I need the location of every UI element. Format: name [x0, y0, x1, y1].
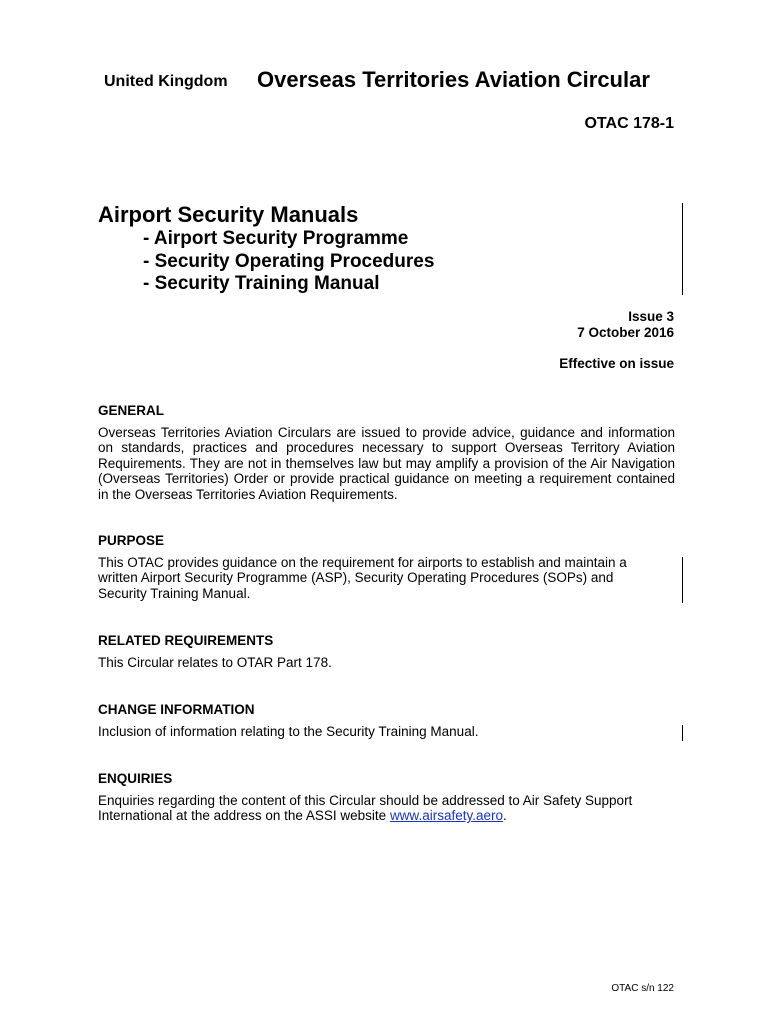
section-heading: PURPOSE: [98, 533, 165, 548]
document-subtitle-list: [143, 228, 434, 296]
section-body: This Circular relates to OTAR Part 178.: [98, 655, 332, 670]
body-text: Enquiries regarding the content of this Circular should be addressed to Air Safety Support International at the address on the ASSI website: [98, 793, 633, 824]
header-country: United Kingdom: [104, 73, 228, 90]
otac-reference: OTAC 178-1: [584, 115, 674, 132]
body-line: Security Training Manual.: [98, 585, 251, 601]
section-heading: RELATED REQUIREMENTS: [98, 633, 274, 648]
footer-serial: OTAC s/n 122: [611, 983, 674, 994]
subtitle-item: - Airport Security Programme: [143, 228, 409, 249]
section-related-requirements: [98, 633, 675, 670]
section-change-information: [98, 702, 675, 739]
document-title: Airport Security Manuals: [98, 202, 359, 227]
section-body: [98, 555, 675, 601]
assi-website-link[interactable]: www.airsafety.aero: [389, 808, 503, 824]
effective-date: Effective on issue: [559, 356, 674, 371]
section-heading: ENQUIRIES: [98, 771, 173, 786]
section-heading: GENERAL: [98, 403, 165, 418]
header-title: Overseas Territories Aviation Circular: [257, 67, 650, 92]
section-purpose: [98, 533, 675, 601]
subtitle-item: - Security Training Manual: [143, 273, 380, 294]
section-body: [98, 793, 675, 824]
body-text-end: .: [502, 808, 507, 824]
subtitle-item: - Security Operating Procedures: [143, 250, 435, 272]
body-line: written Airport Security Programme (ASP), Security Operating Procedures (SOPs) and: [98, 570, 614, 586]
section-body: Overseas Territories Aviation Circulars are issued to provide advice, guidance and information on standards, practices and procedures necessary to support Overseas Territory Aviation Requirements. They are not in themselves law but may amplify a provision of the Air Navigation (Overseas Territories) Order or provide practical guidance on meeting a requirement contained in the Overseas Territories Aviation Requirements.: [98, 425, 675, 502]
section-body: Inclusion of information relating to the Security Training Manual.: [98, 724, 479, 739]
section-heading: CHANGE INFORMATION: [98, 702, 255, 717]
issue-date: 7 October 2016: [577, 325, 674, 340]
body-line: This OTAC provides guidance on the requirement for airports to establish and maintain a: [98, 555, 627, 570]
section-enquiries: [98, 771, 675, 824]
change-bar-change-info: [682, 725, 683, 741]
change-bar-title: [682, 203, 683, 295]
issue-block: [577, 309, 674, 341]
change-bar-purpose: [682, 557, 683, 603]
issue-number: Issue 3: [628, 309, 674, 324]
section-general: [98, 403, 675, 502]
